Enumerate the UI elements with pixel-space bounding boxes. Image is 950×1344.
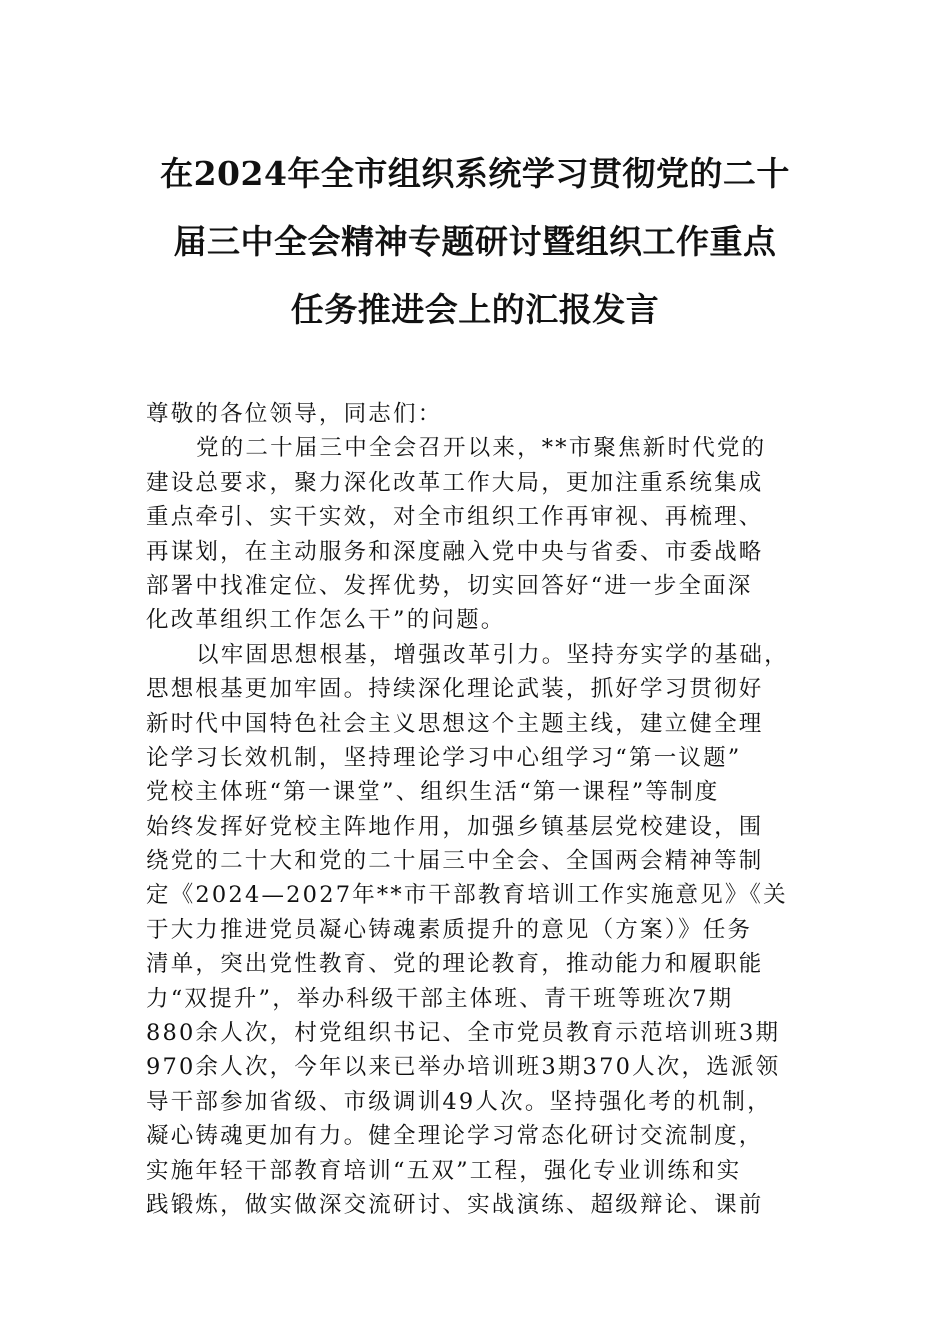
paragraph-line: 于大力推进党员凝心铸魂素质提升的意见（方案）》任务 — [146, 916, 753, 943]
paragraph-line: 始终发挥好党校主阵地作用，加强乡镇基层党校建设，围 — [146, 813, 764, 840]
paragraph-line: 再谋划，在主动服务和深度融入党中央与省委、市委战略 — [146, 538, 764, 565]
paragraph-line: 力“双提升”，举办科级干部主体班、青干班等班次7期 — [146, 985, 734, 1012]
title-line: 任务推进会上的汇报发言 — [290, 290, 660, 329]
paragraph-line: 880余人次，村党组织书记、全市党员教育示范培训班3期 — [146, 1020, 781, 1047]
paragraph-line: 建设总要求，聚力深化改革工作大局，更加注重系统集成 — [146, 469, 764, 496]
paragraph-line: 论学习长效机制，坚持理论学习中心组学习“第一议题” — [146, 744, 742, 771]
paragraph-line: 重点牵引、实干实效，对全市组织工作再审视、再梳理、 — [146, 504, 764, 531]
paragraph-line: 凝心铸魂更加有力。健全理论学习常态化研讨交流制度， — [146, 1123, 764, 1150]
paragraph-line: 实施年轻干部教育培训“五双”工程，强化专业训练和实 — [146, 1157, 742, 1184]
paragraph-line: 党的二十届三中全会召开以来，**市聚焦新时代党的 — [196, 435, 767, 462]
paragraph-line: 导干部参加省级、市级调训49人次。坚持强化考的机制， — [146, 1088, 772, 1115]
paragraph-line: 党校主体班“第一课堂”、组织生活“第一课程”等制度 — [146, 779, 720, 806]
paragraph-2 — [146, 638, 811, 1223]
paragraph-line: 新时代中国特色社会主义思想这个主题主线，建立健全理 — [146, 710, 764, 737]
document-body — [146, 397, 811, 1222]
paragraph-line: 以牢固思想根基，增强改革引力。坚持夯实学的基础， — [196, 641, 789, 668]
salutation: 尊敬的各位领导，同志们： — [146, 401, 443, 427]
title-line: 届三中全会精神专题研讨暨组织工作重点 — [173, 222, 777, 261]
paragraph-line: 践锻炼，做实做深交流研讨、实战演练、超级辩论、课前 — [146, 1191, 764, 1218]
paragraph-line: 定《2024—2027年**市干部教育培训工作实施意见》《关 — [146, 882, 788, 909]
paragraph-line: 化改革组织工作怎么干”的问题。 — [146, 607, 506, 634]
paragraph-1 — [146, 431, 811, 637]
paragraph-line: 清单，突出党性教育、党的理论教育，推动能力和履职能 — [146, 951, 764, 978]
paragraph-line: 思想根基更加牢固。持续深化理论武装，抓好学习贯彻好 — [146, 676, 764, 703]
paragraph-line: 绕党的二十大和党的二十届三中全会、全国两会精神等制 — [146, 848, 764, 875]
document-title — [100, 140, 850, 344]
paragraph-line: 部署中找准定位、发挥优势，切实回答好“进一步全面深 — [146, 572, 753, 599]
paragraph-line: 970余人次，今年以来已举办培训班3期370人次，选派领 — [146, 1054, 781, 1081]
title-line: 在2024年全市组织系统学习贯彻党的二十 — [160, 154, 790, 193]
